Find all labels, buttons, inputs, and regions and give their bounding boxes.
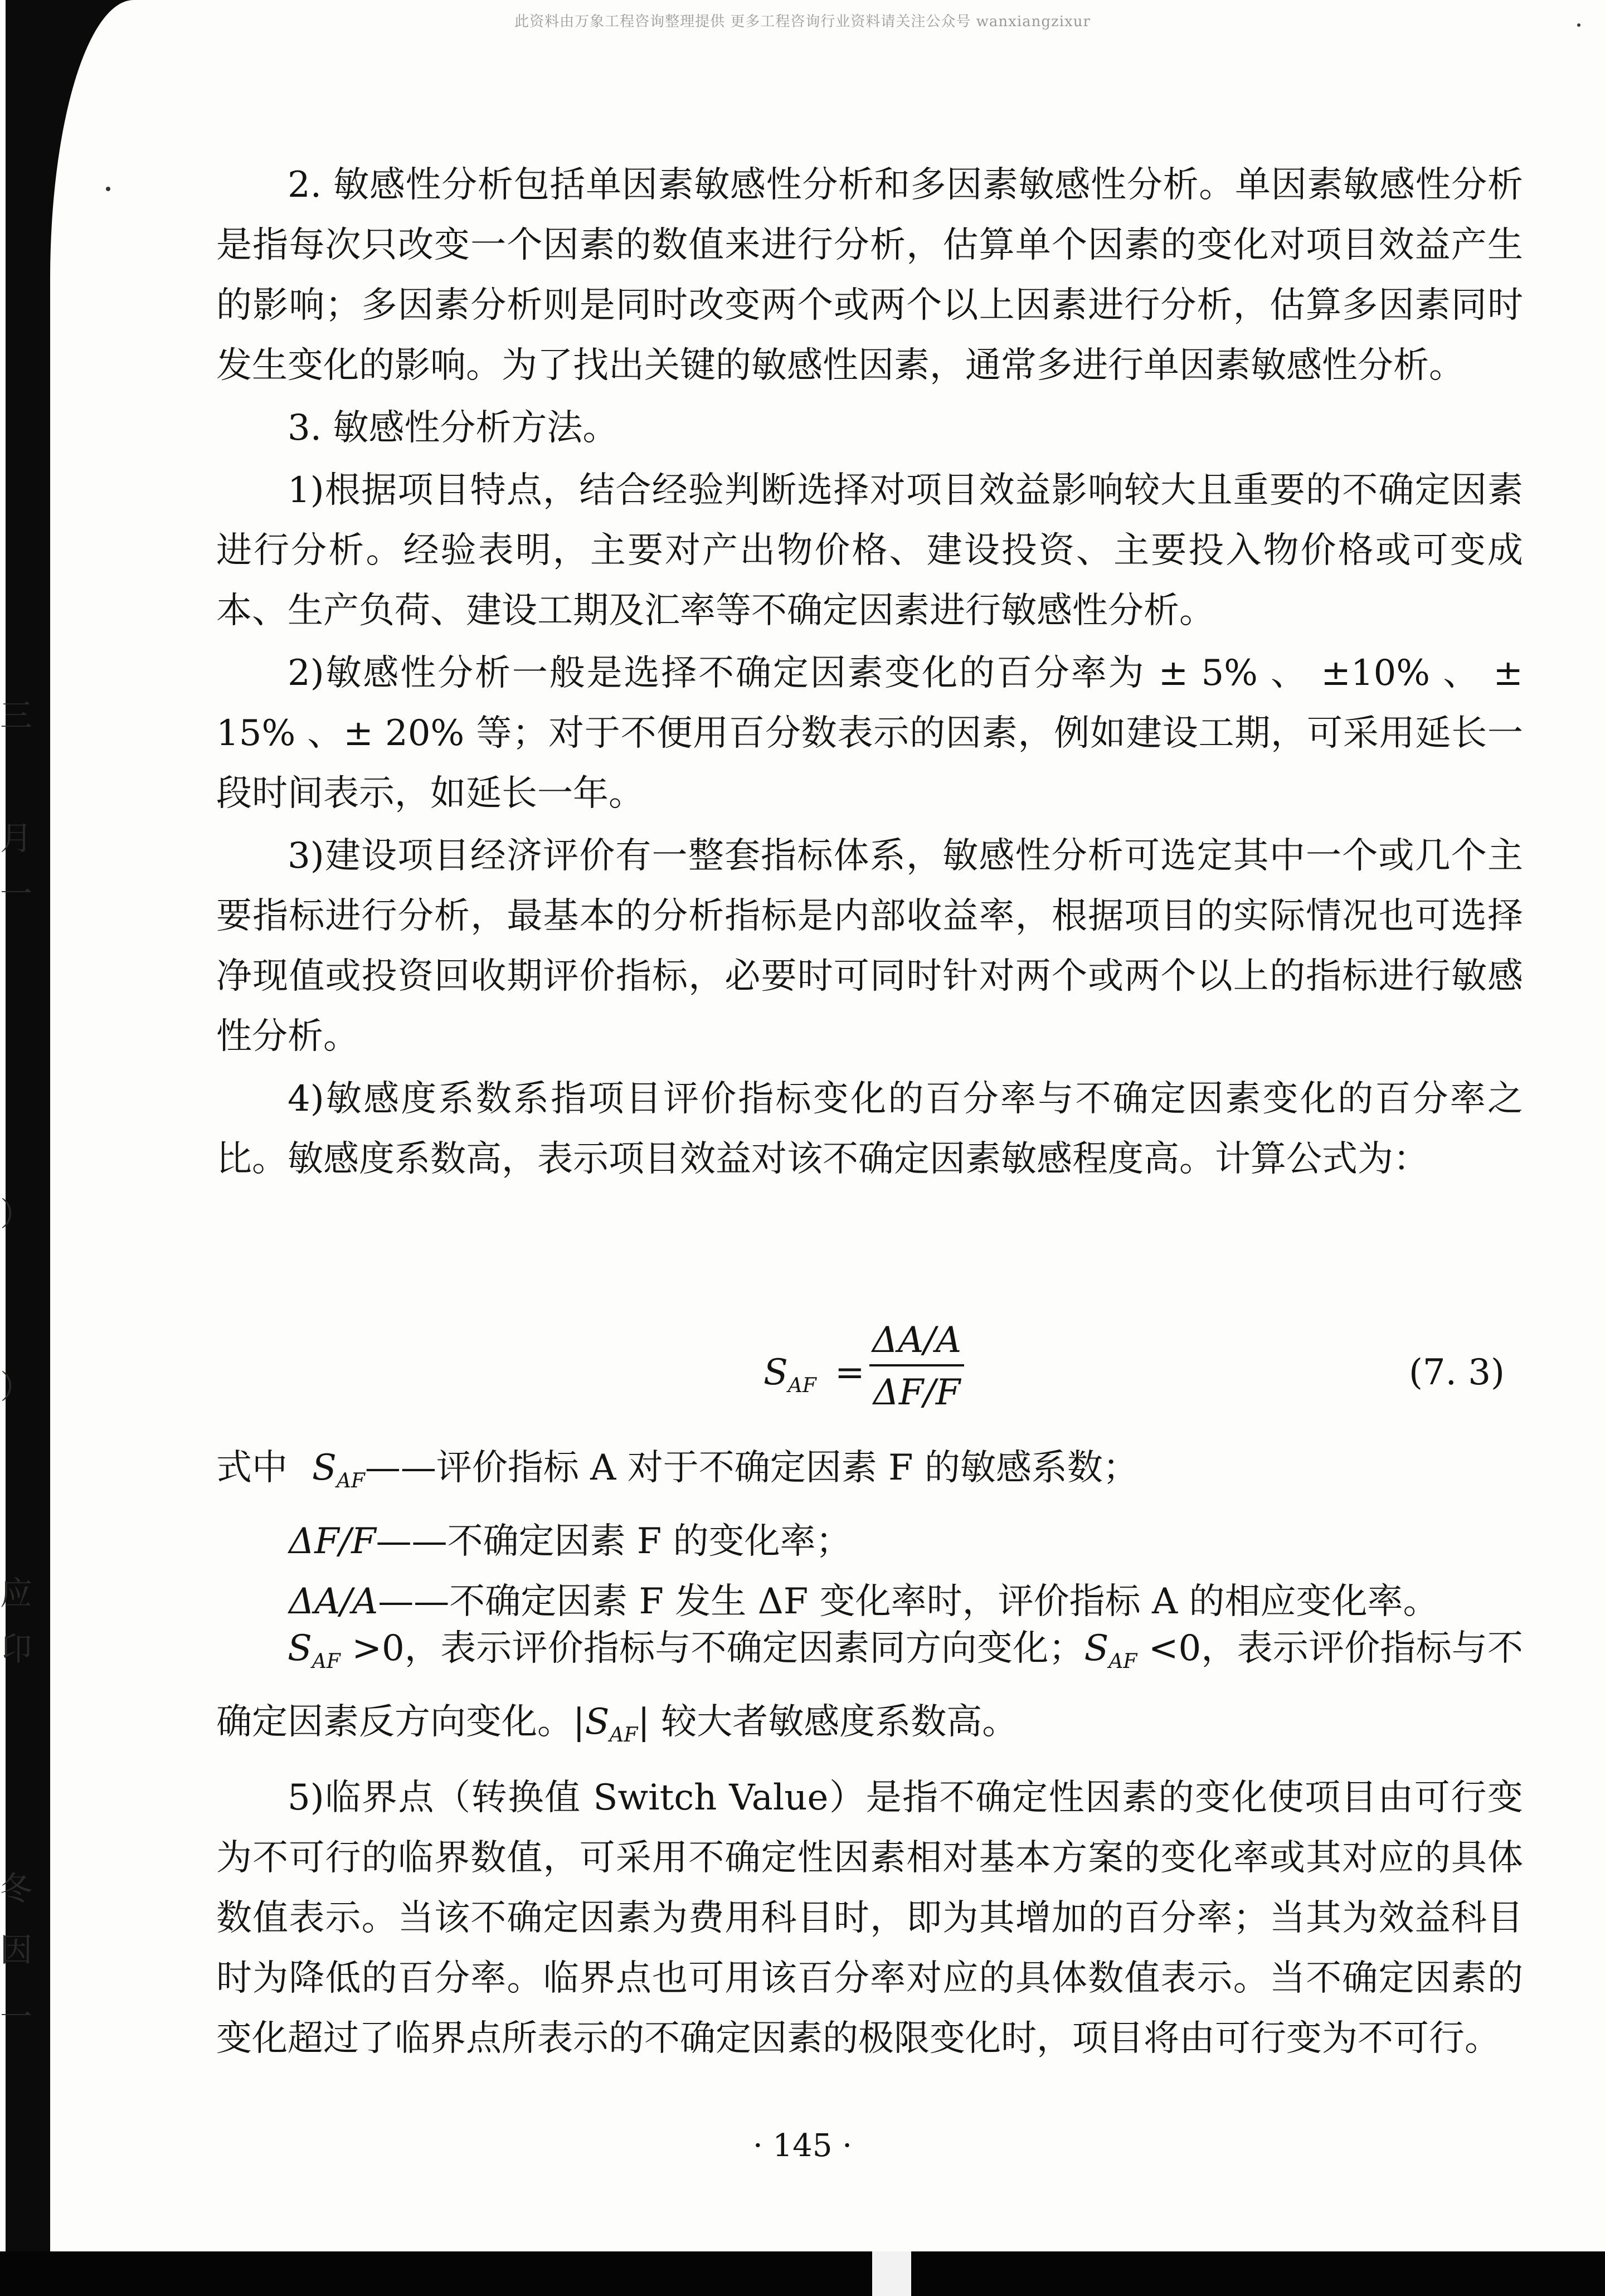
symbol-base: S [288, 1628, 312, 1669]
body-text-upper [216, 155, 1523, 1191]
formula-equals: = [835, 1352, 865, 1393]
inline-text: | 较大者敏感度系数高。 [638, 1701, 1018, 1743]
definition-symbol: ΔF/F [289, 1520, 376, 1562]
sensitivity-formula [763, 1320, 1505, 1420]
margin-fragment: 应 [0, 1574, 33, 1612]
header-watermark-note: 此资料由万象工程咨询整理提供 更多工程咨询行业资料请关注公众号 wanxiangzixur [514, 13, 1091, 30]
margin-fragment: 月 [0, 819, 33, 857]
paragraph-item-4: 4)敏感度系数系指项目评价指标变化的百分率与不确定因素变化的百分率之比。敏感度系数高，表示项目效益对该不确定因素敏感程度高。计算公式为： [216, 1078, 1523, 1180]
paragraph-item-2: 2)敏感性分析一般是选择不确定因素变化的百分率为 ± 5% 、 ±10% 、 ± 15% 、± 20% 等；对于不便用百分数表示的因素，例如建设工期，可采用延长一段时间表示，如延长一年。 [216, 653, 1523, 814]
definition-row [216, 1511, 1523, 1572]
symbol-subscript: AF [336, 1469, 365, 1492]
formula-number: (7. 3) [1408, 1352, 1505, 1393]
symbol-base: S [585, 1701, 610, 1743]
left-margin-fragments [0, 0, 33, 2251]
definition-row [216, 1438, 1523, 1511]
symbol-subscript: AF [609, 1723, 638, 1747]
margin-fragment: 一 [0, 875, 33, 913]
formula-subscript: AF [787, 1374, 816, 1397]
margin-fragment: 一 [0, 1998, 33, 2036]
margin-fragment: 冬 [0, 1870, 33, 1908]
definition-text: ——不确定因素 F 发生 ΔF 变化率时，评价指标 A 的相应变化率。 [378, 1580, 1439, 1622]
definition-text: ——不确定因素 F 的变化率； [376, 1520, 852, 1562]
page-number: · 145 · [752, 2128, 853, 2164]
inline-symbol [1084, 1628, 1137, 1673]
paragraph-sign-meaning [216, 1618, 1523, 1765]
formula-definitions [216, 1438, 1523, 1632]
margin-fragment: ） [0, 1195, 33, 1233]
inline-symbol [585, 1701, 638, 1747]
paragraph-method-heading: 3. 敏感性分析方法。 [288, 407, 619, 449]
paragraph-item-3: 3)建设项目经济评价有一整套指标体系，敏感性分析可选定其中一个或几个主要指标进行分析，最基本的分析指标是内部收益率，根据项目的实际情况也可选择净现值或投资回收期评价指标，必要时可同时针对两个或两个以上的指标进行敏感性分析。 [216, 835, 1523, 1057]
inline-text: <0，表示评价指标与不确定因素反方向变化。| [216, 1628, 1524, 1743]
inline-symbol [288, 1628, 341, 1673]
symbol-subscript: AF [312, 1650, 341, 1673]
formula-lhs [763, 1352, 816, 1397]
symbol-base: S [1084, 1628, 1109, 1669]
definition-label: 式中 [216, 1447, 288, 1488]
margin-fragment: 卬 [0, 1630, 33, 1668]
paragraph-item-5-switch-value: 5)临界点（转换值 Switch Value）是指不确定性因素的变化使项目由可行变为不可行的临界数值，可采用不确定性因素相对基本方案的变化率或其对应的具体数值表示。当该不确定因素为费用科目时，即为其增加的百分率；当其为效益科目时为降低的百分率。临界点也可用该百分率对应的具体数值表示。当不确定因素的变化超过了临界点所表示的不确定因素的极限变化时，项目将由可行变为不可行。 [216, 1777, 1523, 2059]
scan-bottom-border [0, 2251, 1605, 2296]
body-text-lower [216, 1618, 1523, 2071]
definition-text: ——评价指标 A 对于不确定因素 F 的敏感系数； [364, 1447, 1139, 1488]
scan-bottom-notch [872, 2251, 911, 2296]
margin-fragment: 三 [0, 697, 33, 734]
symbol-base: S [312, 1447, 337, 1488]
definition-symbol: ΔA/A [289, 1580, 378, 1622]
formula-denominator: ΔF/F [873, 1372, 961, 1413]
inline-text: >0，表示评价指标与不确定因素同方向变化； [340, 1628, 1084, 1669]
formula-fraction [869, 1320, 964, 1413]
margin-fragment: ） [0, 1368, 33, 1406]
formula-symbol: S [763, 1352, 788, 1393]
margin-fragment: 因 [0, 1931, 33, 1969]
formula-numerator: ΔA/A [869, 1320, 964, 1366]
paragraph-multi-factor: 2. 敏感性分析包括单因素敏感性分析和多因素敏感性分析。单因素敏感性分析是指每次只改变一个因素的数值来进行分析，估算单个因素的变化对项目效益产生的影响；多因素分析则是同时改变两个或两个以上因素进行分析，估算多因素同时发生变化的影响。为了找出关键的敏感性因素，通常多进行单因素敏感性分析。 [216, 164, 1523, 386]
symbol-subscript: AF [1108, 1650, 1137, 1673]
paragraph-item-1: 1)根据项目特点，结合经验判断选择对项目效益影响较大且重要的不确定因素进行分析。经验表明，主要对产出物价格、建设投资、主要投入物价格或可变成本、生产负荷、建设工期及汇率等不确定因素进行敏感性分析。 [216, 470, 1523, 631]
definition-symbol [312, 1447, 365, 1492]
scan-speck [106, 187, 110, 191]
